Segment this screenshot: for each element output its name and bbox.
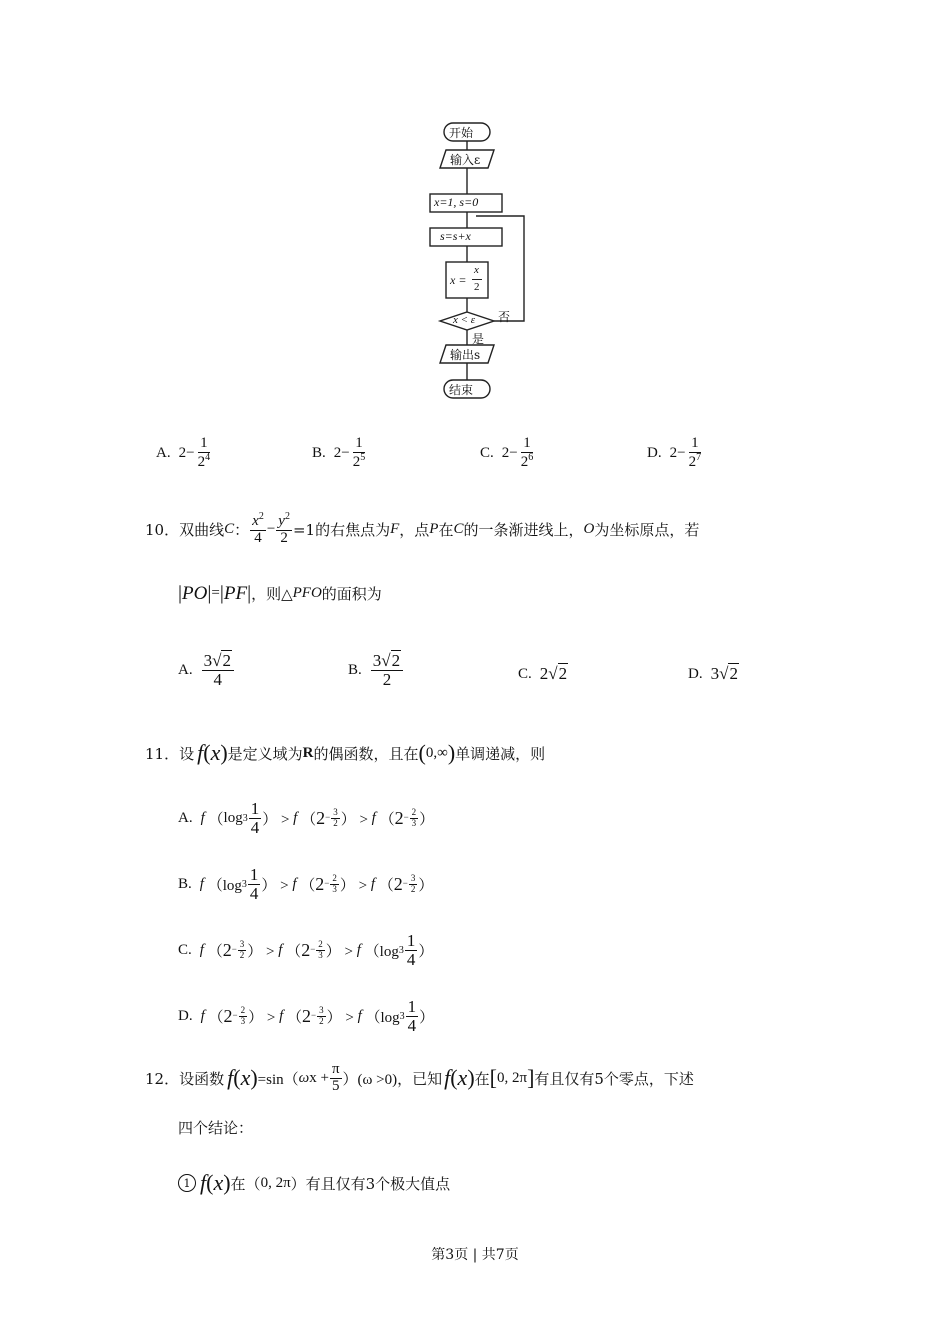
q9-option-b: B. 2 − $\frac{1}{2^5}$ bbox=[312, 435, 366, 470]
q10-option-d: D. 3√2 bbox=[688, 664, 738, 683]
q12-stem: 12． 设函数 f ( x ) =sin（ ω x + $\frac{\pi}{5}$ ）(ω >0)，已知 f ( x ) 在 [ 0, 2π ] 有且仅有5个零点，下述 bbox=[145, 1061, 694, 1094]
q11-option-c: C. f （ 2 − $\frac{3}{2}$ ） > f （ 2 − $\frac{2}{3}$ ） > f （log 3 $\frac{1}{4}$ ） bbox=[178, 931, 434, 969]
flow-accumulate: s=s+x bbox=[440, 229, 471, 243]
q12-line2: 四个结论： bbox=[178, 1119, 254, 1137]
flowchart bbox=[420, 118, 532, 410]
q11-option-a: A. f （ log 3 $\frac{1}{4}$ ） > f （ 2 − $\frac{3}{2}$ ） > f （ 2 − $\frac{2}{3}$ ） bbox=[178, 799, 435, 837]
flow-start: 开始 bbox=[449, 126, 474, 140]
flow-halve-num: x bbox=[474, 264, 479, 276]
q10-condition: | PO | = | PF | ，则△ PFO 的面积为 bbox=[178, 582, 382, 604]
q12-conclusion-1: 1 f ( x ) 在（ 0, 2π ）有且仅有3个极大值点 bbox=[178, 1170, 450, 1196]
q9-option-a: A. 2 − $\frac{1}{2^4}$ bbox=[156, 435, 211, 470]
flow-yes: 是 bbox=[472, 332, 485, 346]
q11-option-b: B. f （log 3 $\frac{1}{4}$ ） > f （ 2 − $\frac{2}{3}$ ） > f （ 2 − $\frac{3}{2}$ ） bbox=[178, 865, 434, 903]
flow-output: 输出s bbox=[450, 348, 481, 362]
q9-option-d: D. 2 − $\frac{1}{2^7}$ bbox=[647, 435, 702, 470]
flow-no: 否 bbox=[498, 310, 511, 324]
q11-option-d: D. f （ 2 − $\frac{2}{3}$ ） > f （ 2 − $\frac{3}{2}$ ） > f （log 3 $\frac{1}{4}$ ） bbox=[178, 997, 435, 1035]
flow-end: 结束 bbox=[449, 383, 474, 397]
q10-option-a: A. $\frac{3√2}{4}$ bbox=[178, 652, 235, 689]
q10-option-c: C. 2√2 bbox=[518, 664, 568, 683]
flow-input: 输入ε bbox=[450, 153, 481, 167]
flow-init: x=1, s=0 bbox=[434, 195, 479, 209]
flow-halve-lhs: x = bbox=[450, 273, 467, 287]
flow-condition: x < ε bbox=[453, 314, 476, 326]
q9-option-c: C. 2 − $\frac{1}{2^6}$ bbox=[480, 435, 534, 470]
circled-number: 1 bbox=[178, 1174, 196, 1192]
flow-halve-den: 2 bbox=[474, 281, 480, 293]
q10-option-b: B. $\frac{3√2}{2}$ bbox=[348, 652, 404, 689]
q10-stem: 10． 双曲线 C ： $\frac{x^2}{4}$ − $\frac{y^2}{2}$ =1的右焦点为 F ，点 P 在 C 的一条渐进线上， O 为坐标原点，若 bbox=[145, 511, 700, 546]
page-footer: 第3页 | 共7页 bbox=[431, 1247, 519, 1263]
q11-stem: 11． 设 f ( x ) 是定义域为 R 的偶函数，且在 ( 0,∞ ) 单调递减，则 bbox=[145, 740, 546, 765]
